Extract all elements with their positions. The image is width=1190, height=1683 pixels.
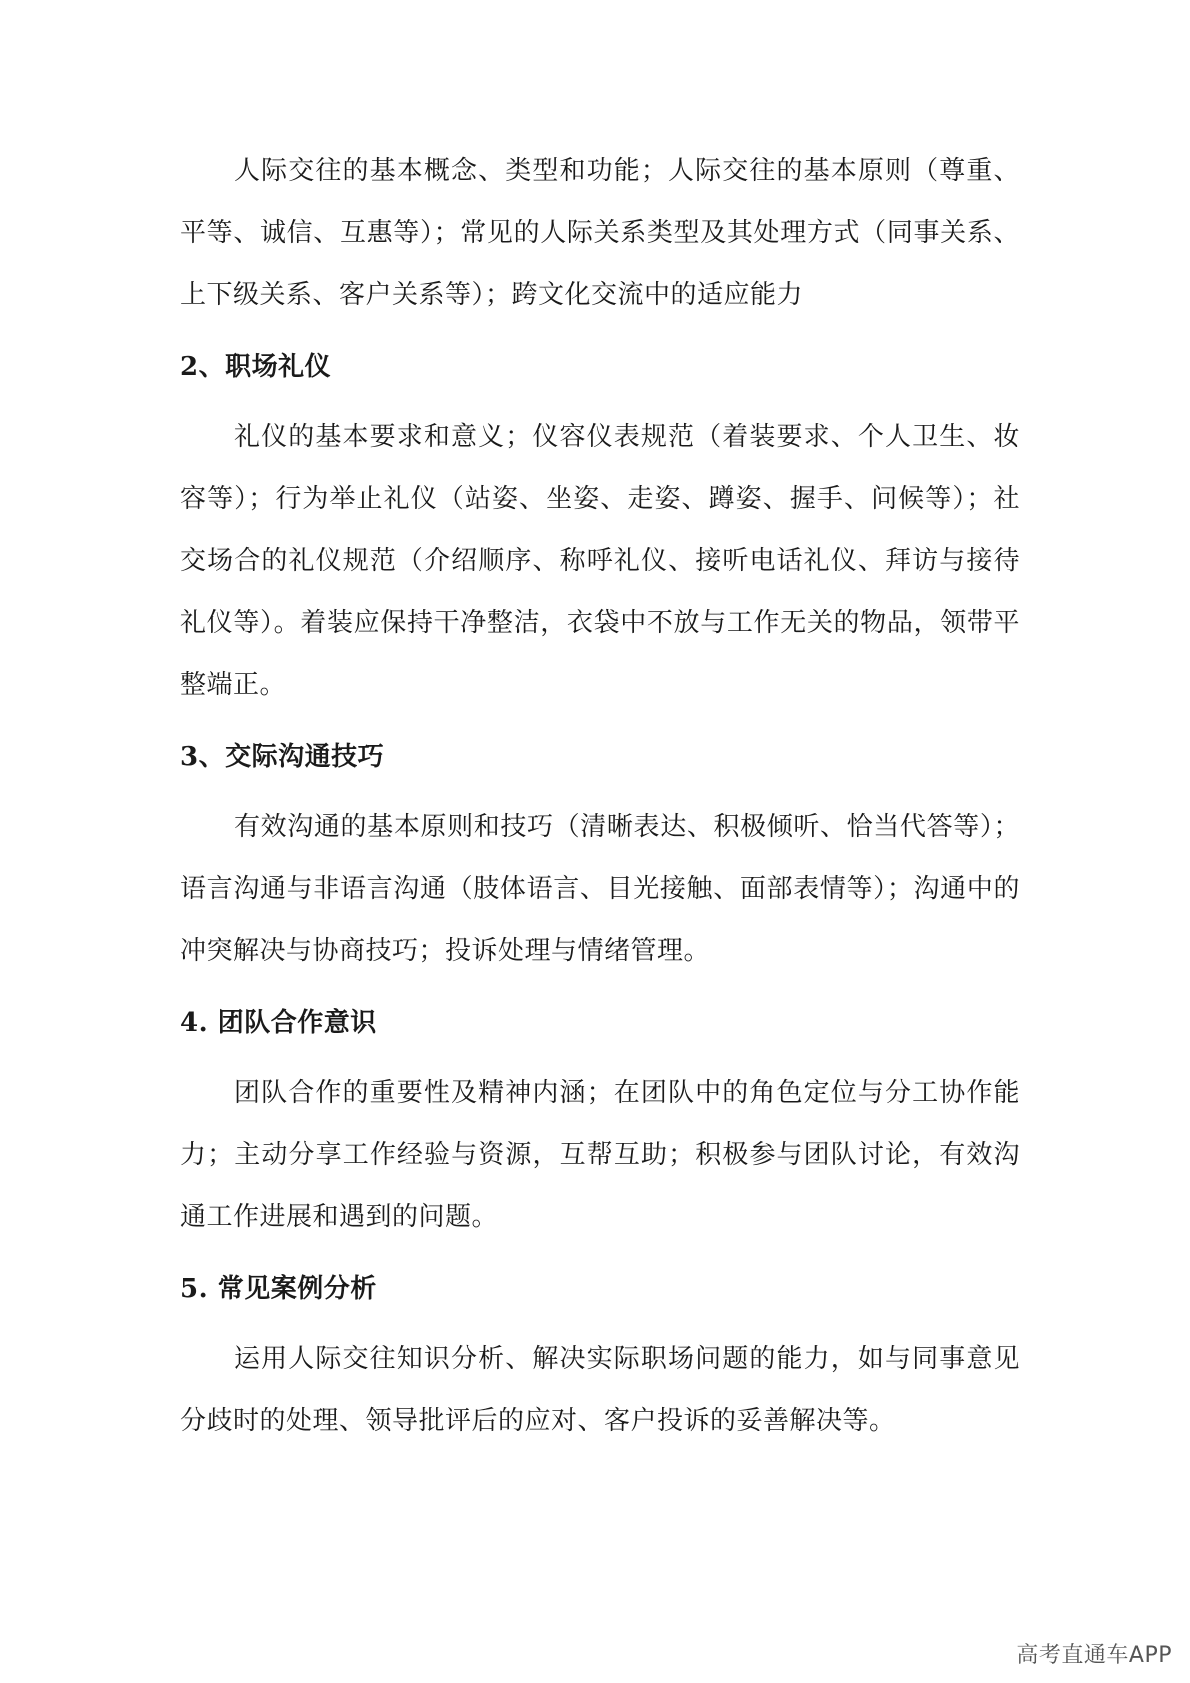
section-body-workplace-etiquette: 礼仪的基本要求和意义；仪容仪表规范（着装要求、个人卫生、妆容等）；行为举止礼仪（站姿、坐姿、走姿、蹲姿、握手、问候等）；社交场合的礼仪规范（介绍顺序、称呼礼仪、接听电话礼仪、拜访与接待礼仪等）。着装应保持干净整洁，衣袋中不放与工作无关的物品，领带平整端正。 <box>180 422 1020 700</box>
section-heading-communication-skills: 3、交际沟通技巧 <box>180 742 385 772</box>
section-heading-teamwork: 4. 团队合作意识 <box>180 1008 377 1038</box>
section-body-communication-skills: 有效沟通的基本原则和技巧（清晰表达、积极倾听、恰当代答等）；语言沟通与非语言沟通（肢体语言、目光接触、面部表情等）；沟通中的冲突解决与协商技巧；投诉处理与情绪管理。 <box>180 812 1020 966</box>
app-watermark: 高考直通车APP <box>1016 1643 1172 1668</box>
intro-paragraph: 人际交往的基本概念、类型和功能；人际交往的基本原则（尊重、平等、诚信、互惠等）；常见的人际关系类型及其处理方式（同事关系、上下级关系、客户关系等）；跨文化交流中的适应能力 <box>180 156 1020 310</box>
section-body-teamwork: 团队合作的重要性及精神内涵；在团队中的角色定位与分工协作能力；主动分享工作经验与资源，互帮互助；积极参与团队讨论，有效沟通工作进展和遇到的问题。 <box>180 1078 1020 1232</box>
document-page <box>180 140 1020 1452</box>
section-heading-case-analysis: 5. 常见案例分析 <box>180 1274 377 1304</box>
section-heading-workplace-etiquette: 2、职场礼仪 <box>180 352 332 382</box>
section-body-case-analysis: 运用人际交往知识分析、解决实际职场问题的能力，如与同事意见分歧时的处理、领导批评后的应对、客户投诉的妥善解决等。 <box>180 1344 1020 1436</box>
